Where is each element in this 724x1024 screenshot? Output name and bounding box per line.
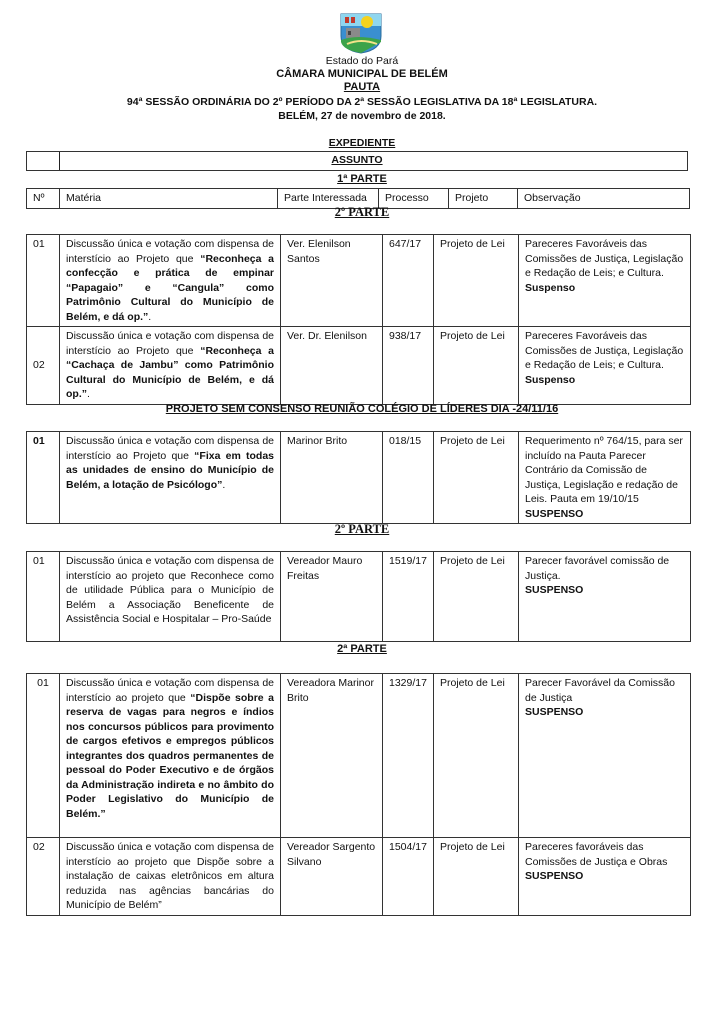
status-label: Suspenso	[525, 281, 576, 294]
description-text: Discussão única e votação com dispensa de interstício ao Projeto que	[66, 330, 274, 357]
status-label: SUSPENSO	[525, 706, 584, 718]
description-bold: “Reconheça a “Cachaça de Jambu” como Patrimônio Cultural do Município de Belém, e dá op.”	[66, 344, 274, 400]
assunto-box	[26, 151, 688, 171]
col-materia: Matéria	[60, 189, 278, 209]
status-label: SUSPENSO	[525, 507, 584, 520]
table-row	[27, 552, 691, 642]
status-label: SUSPENSO	[525, 870, 584, 882]
section-parte2-c: 2ª PARTE	[337, 643, 387, 655]
description-tail: .	[222, 478, 226, 491]
item-processo: 1519/17	[383, 552, 434, 642]
description-text: Discussão única e votação com dispensa de interstício ao projeto que Dispõe sobre a instalação de caixas eletrônicos em altura reduzida nas agências bancárias do Município de Belém”	[66, 841, 274, 911]
item-processo: 647/17	[383, 235, 434, 327]
item-observacao	[519, 838, 691, 916]
document-date: BELÉM, 27 de novembro de 2018.	[278, 110, 446, 122]
observacao-text: Parecer favorável comissão de Justiça.	[525, 555, 670, 582]
item-parte-interessada: Vereador Mauro Freitas	[281, 552, 383, 642]
col-observacao: Observação	[518, 189, 690, 209]
agenda-table-2	[26, 431, 691, 524]
item-number: 01	[27, 432, 60, 524]
agenda-table-3	[26, 551, 691, 642]
item-observacao	[519, 327, 691, 405]
table-row	[27, 838, 691, 916]
item-projeto: Projeto de Lei	[434, 432, 519, 524]
item-description	[60, 235, 281, 327]
item-processo: 1329/17	[383, 674, 434, 838]
item-number: 01	[27, 552, 60, 642]
table-row	[27, 235, 691, 327]
section-parte1: 1ª PARTE	[337, 173, 387, 185]
observacao-text: Requerimento nº 764/15, para ser incluído na Pauta Parecer Contrário da Comissão de Justiça, Legislação e redação de Leis. Pauta em 19/10/15	[525, 435, 683, 505]
item-processo: 938/17	[383, 327, 434, 405]
item-number: 02	[27, 327, 60, 405]
item-parte-interessada: Ver. Dr. Elenilson	[281, 327, 383, 405]
description-tail: .	[87, 388, 90, 400]
status-label: Suspenso	[525, 373, 576, 386]
item-description	[60, 552, 281, 642]
item-number: 01	[27, 235, 60, 327]
item-description	[60, 838, 281, 916]
item-projeto: Projeto de Lei	[434, 327, 519, 405]
table-row	[27, 432, 691, 524]
document-type: PAUTA	[343, 81, 381, 93]
description-text: Discussão única e votação com dispensa de interstício ao projeto que	[66, 677, 274, 704]
col-num: Nº	[27, 189, 60, 209]
item-processo: 018/15	[383, 432, 434, 524]
description-bold: “Fixa em todas as unidades de ensino do Município de Belém, a lotação de Psicólogo”	[66, 449, 274, 491]
state-name: Estado do Pará	[325, 55, 399, 67]
section-parte2-a: 2º PARTE	[334, 205, 390, 219]
col-parte: Parte Interessada	[278, 189, 379, 209]
item-parte-interessada: Vereador Sargento Silvano	[281, 838, 383, 916]
description-text: Discussão única e votação com dispensa de interstício ao projeto que Reconhece como de utilidade Pública para o Município de Belém a Associação Beneficente de Assistência Social e Hospitalar – Pro-Saúde	[66, 555, 274, 625]
item-observacao	[519, 432, 691, 524]
item-description	[60, 674, 281, 838]
item-description	[60, 432, 281, 524]
table-row	[27, 674, 691, 838]
item-projeto: Projeto de Lei	[434, 838, 519, 916]
item-observacao	[519, 235, 691, 327]
description-text: Discussão única e votação com dispensa de interstício ao Projeto que	[66, 435, 274, 462]
observacao-text: Pareceres Favoráveis das Comissões de Justiça, Legislação e Redação de Leis; e Cultura.	[525, 238, 684, 279]
item-observacao	[519, 552, 691, 642]
description-tail: .	[148, 310, 152, 323]
section-sem-consenso: PROJETO SEM CONSENSO REUNIÃO COLÉGIO DE LÍDERES DIA -24/11/16	[165, 403, 559, 415]
chamber-name: CÂMARA MUNICIPAL DE BELÉM	[276, 68, 448, 80]
agenda-table-4	[26, 673, 691, 916]
description-bold: “Dispõe sobre a reserva de vagas para negros e índios nos concursos públicos para provimento de cargos efetivos e empregos públicos integrantes dos quadros permanentes de pessoal do Poder Executivo e de órgãos da Administração indireta e no âmbito do Poder Legislativo do Município de Belém.”	[66, 691, 274, 820]
observacao-text: Parecer Favorável da Comissão de Justiça	[525, 677, 675, 704]
item-parte-interessada: Marinor Brito	[281, 432, 383, 524]
expediente-heading: EXPEDIENTE	[328, 137, 396, 149]
observacao-text: Pareceres favoráveis das Comissões de Justiça e Obras	[525, 841, 668, 868]
item-processo: 1504/17	[383, 838, 434, 916]
description-bold: “Reconheça a confecção e prática de empinar “Papagaio” e “Cangula” como Patrimônio Cultural do Município de Belém, e dá op.”	[66, 252, 274, 323]
item-projeto: Projeto de Lei	[434, 235, 519, 327]
item-number: 01	[27, 674, 60, 838]
item-projeto: Projeto de Lei	[434, 674, 519, 838]
item-projeto: Projeto de Lei	[434, 552, 519, 642]
status-label: SUSPENSO	[525, 584, 584, 596]
observacao-text: Pareceres Favoráveis das Comissões de Justiça, Legislação e Redação de Leis; e Cultura.	[525, 330, 684, 371]
item-description	[60, 327, 281, 405]
agenda-table-1	[26, 234, 691, 405]
table-row	[27, 327, 691, 405]
session-title: 94ª SESSÃO ORDINÁRIA DO 2º PERÍODO DA 2ª SESSÃO LEGISLATIVA DA 18ª LEGISLATURA.	[126, 96, 598, 108]
col-processo: Processo	[379, 189, 449, 209]
item-parte-interessada: Vereadora Marinor Brito	[281, 674, 383, 838]
description-text: Discussão única e votação com dispensa de interstício ao Projeto que	[66, 238, 274, 265]
assunto-label: ASSUNTO	[331, 154, 383, 166]
section-parte2-b: 2º PARTE	[334, 522, 390, 536]
item-parte-interessada: Ver. Elenilson Santos	[281, 235, 383, 327]
belem-coat-of-arms-icon	[337, 12, 385, 54]
col-projeto: Projeto	[449, 189, 518, 209]
item-number: 02	[27, 838, 60, 916]
item-observacao	[519, 674, 691, 838]
